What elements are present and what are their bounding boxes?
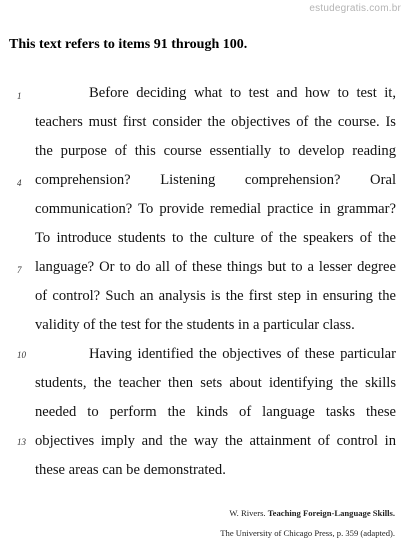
text-line: needed to perform the kinds of language tasks these — [35, 404, 396, 420]
line-number-4: 4 — [17, 178, 22, 188]
credit-publisher: The University of Chicago Press, p. 359 (adapted). — [220, 528, 395, 538]
credit-author: W. Rivers. — [229, 508, 266, 518]
text-line: teachers must first consider the objectives of the course. Is — [35, 114, 396, 130]
text-line: the purpose of this course essentially to develop reading — [35, 143, 396, 159]
text-line: validity of the test for the students in a particular class. — [35, 317, 355, 333]
text-line: of control? Such an analysis is the first step in ensuring the — [35, 288, 396, 304]
line-number-7: 7 — [17, 265, 22, 275]
line-number-1: 1 — [17, 91, 22, 101]
text-line: Having identified the objectives of these particular — [89, 346, 396, 362]
source-credit-line-1 — [229, 508, 395, 518]
heading: This text refers to items 91 through 100. — [9, 37, 248, 52]
text-line: language? Or to do all of these things but to a lesser degree — [35, 259, 396, 275]
line-number-10: 10 — [17, 350, 26, 360]
text-line: To introduce students to the culture of the speakers of the — [35, 230, 396, 246]
text-line: communication? To provide remedial practice in grammar? — [35, 201, 396, 217]
watermark: estudegratis.com.br — [309, 3, 401, 14]
text-line: objectives imply and the way the attainment of control in — [35, 433, 396, 449]
text-line: students, the teacher then sets about identifying the skills — [35, 375, 396, 391]
line-number-13: 13 — [17, 437, 26, 447]
text-line: these areas can be demonstrated. — [35, 462, 226, 478]
credit-title: Teaching Foreign-Language Skills. — [267, 508, 395, 518]
text-line: comprehension? Listening comprehension? Oral — [35, 172, 396, 188]
text-line: Before deciding what to test and how to test it, — [89, 85, 396, 101]
